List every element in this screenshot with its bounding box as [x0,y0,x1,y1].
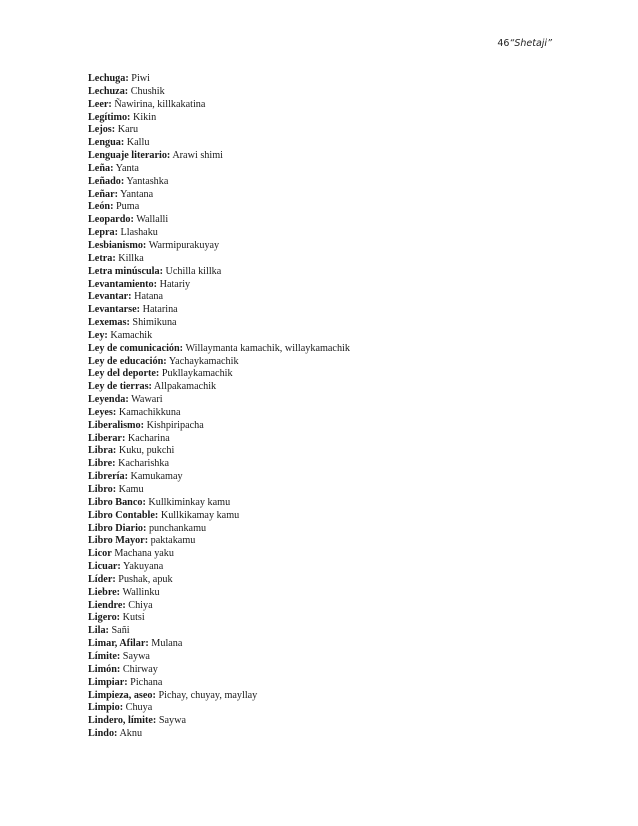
glossary-entry [88,150,558,163]
book-title: “Shetaji” [509,38,552,49]
entry-term: Libro: [88,484,117,495]
entry-translation: Llashaku [120,227,158,239]
entry-term: Lesbianismo: [88,239,147,251]
entry-translation: Yakuyana [123,561,164,573]
entry-translation: Wallalli [136,214,169,226]
glossary-entry [88,702,558,715]
entry-term: Lejos: [88,124,116,136]
entry-term: Legítimo: [88,111,131,123]
glossary-entry [88,330,558,343]
entry-translation: Hatariy [159,278,191,290]
entry-translation: Willaymanta kamachik, willaykamachik [185,342,350,354]
entry-term: Libro Mayor: [88,535,149,547]
glossary-entry [88,381,558,394]
glossary-entry [88,189,558,202]
entry-translation: Mulana [151,638,183,650]
entry-translation: Kishpiripacha [146,419,204,431]
glossary-entry [88,240,558,253]
glossary-entry [88,458,558,471]
glossary-entry [88,484,558,497]
glossary-entry [88,587,558,600]
glossary-entry [88,664,558,677]
entry-term: Limón: [88,663,121,675]
entry-translation: Aknu [119,728,143,740]
entry-term: Lechuga: [88,73,129,84]
glossary-entry [88,535,558,548]
entry-translation: Karu [117,124,139,136]
entry-translation: Machana yaku [114,548,174,560]
entry-term: Leña: [88,162,114,174]
glossary-entry [88,214,558,227]
entry-translation: Shimikuna [132,317,177,329]
glossary-entry [88,548,558,561]
entry-translation: Saywa [122,650,150,662]
entry-translation: Wawari [131,394,163,406]
entry-term: Liendre: [88,599,126,611]
entry-translation: Piwi [131,73,150,84]
entry-translation: Wallinku [122,586,160,598]
page-header [497,38,552,49]
entry-term: Levantarse: [88,304,141,316]
entry-term: Lechuza: [88,85,129,97]
glossary-entry [88,266,558,279]
glossary-entry [88,394,558,407]
entry-term: Liberalismo: [88,419,145,431]
entry-translation: Chirway [122,663,158,675]
entry-translation: Hatarina [142,304,178,316]
entry-translation: Ñawirina, killkakatina [114,98,206,110]
glossary-entry [88,420,558,433]
entry-term: Licor [88,548,112,560]
entry-translation: Kallu [126,137,150,149]
entry-translation: Puma [116,201,140,213]
entry-translation: Killka [118,252,144,264]
entry-term: Limpieza, aseo: [88,689,156,701]
glossary-entry [88,600,558,613]
glossary-entry [88,86,558,99]
entry-term: Levantar: [88,291,132,303]
glossary-entry [88,201,558,214]
entry-translation: Pukllaykamachik [161,368,233,380]
entry-term: Letra: [88,252,116,264]
entry-translation: Kamukamay [130,471,183,483]
entry-term: Limpiar: [88,676,128,688]
entry-term: Lenguaje literario: [88,150,171,162]
glossary-entry [88,471,558,484]
entry-term: León: [88,201,114,213]
entry-term: Lindo: [88,728,118,740]
entry-term: Ley del deporte: [88,368,160,380]
glossary-entry [88,163,558,176]
glossary-entry [88,407,558,420]
entry-term: Leñar: [88,188,118,200]
entry-translation: Pichay, chuyay, mayllay [158,689,258,701]
glossary-entry [88,445,558,458]
entry-translation: Kacharina [127,432,170,444]
glossary-entry [88,715,558,728]
entry-translation: Yachaykamachik [168,355,239,367]
glossary-entry [88,176,558,189]
entry-term: Liberar: [88,432,126,444]
entry-translation: Saywa [158,715,187,727]
entry-term: Ley de tierras: [88,381,152,393]
entry-translation: Chushik [130,85,165,97]
entry-term: Libra: [88,445,117,457]
entry-term: Líder: [88,573,116,585]
glossary-entry [88,677,558,690]
entry-term: Ligero: [88,612,121,624]
entry-term: Lila: [88,625,109,637]
glossary-entry [88,279,558,292]
entry-term: Leñado: [88,175,125,187]
entry-translation: Kikin [132,111,157,123]
entry-term: Leopardo: [88,214,134,226]
entry-translation: Yantana [120,188,154,200]
entry-translation: Kutsi [122,612,145,624]
entry-translation: Kuku, pukchi [118,445,175,457]
glossary-entry [88,561,558,574]
entry-translation: Arawi shimi [172,150,223,162]
entry-term: Lindero, límite: [88,715,157,727]
entry-translation: Kullkikamay kamu [160,509,240,521]
glossary-entry [88,253,558,266]
glossary-entry [88,433,558,446]
page-number: 46 [497,38,510,49]
entry-translation: Warmipurakuyay [148,239,220,251]
entry-term: Libro Banco: [88,496,146,508]
glossary-entry [88,343,558,356]
entry-translation: Kamu [118,484,144,495]
glossary-entry [88,612,558,625]
glossary-entry [88,227,558,240]
glossary-entry [88,73,558,86]
entry-term: Lengua: [88,137,125,149]
entry-translation: Chuya [125,702,153,714]
entry-term: Librería: [88,471,128,483]
entry-term: Ley de comunicación: [88,342,184,354]
entry-translation: Kullkiminkay kamu [148,496,231,508]
entry-term: Lepra: [88,227,118,239]
entry-term: Libre: [88,458,116,470]
entry-translation: Chiya [128,599,153,611]
glossary-entry [88,651,558,664]
glossary-entry [88,510,558,523]
entry-term: Licuar: [88,561,121,573]
entry-term: Libro Contable: [88,509,159,521]
glossary-entry [88,523,558,536]
glossary-entry [88,690,558,703]
entry-term: Lexemas: [88,317,130,329]
glossary-entry [88,124,558,137]
glossary-entry [88,574,558,587]
entry-translation: Kamachikkuna [118,406,181,418]
glossary-entry [88,638,558,651]
glossary-entry [88,137,558,150]
glossary-entry [88,304,558,317]
glossary-entry [88,368,558,381]
glossary-entry [88,291,558,304]
entry-translation: Allpakamachik [153,381,217,393]
entry-translation: Yantashka [126,175,169,187]
entry-translation: Kacharishka [118,458,170,470]
glossary-entry [88,99,558,112]
glossary-list [88,73,558,741]
entry-translation: Kamachik [110,329,153,341]
entry-term: Liebre: [88,586,121,598]
glossary-entry [88,625,558,638]
entry-term: Ley: [88,329,108,341]
entry-term: Letra minúscula: [88,265,163,277]
entry-translation: punchankamu [148,522,207,534]
glossary-entry [88,356,558,369]
entry-term: Limpio: [88,702,124,714]
entry-term: Ley de educación: [88,355,167,367]
entry-term: Limar, Afilar: [88,638,149,650]
entry-translation: Hatana [134,291,163,303]
glossary-entry [88,497,558,510]
glossary-entry [88,728,558,741]
entry-translation: Pichana [130,676,163,688]
entry-translation: Uchilla killka [165,265,222,277]
entry-term: Leer: [88,98,112,110]
entry-term: Libro Diario: [88,522,147,534]
entry-translation: Sañi [111,625,130,637]
entry-term: Leyes: [88,406,117,418]
entry-term: Límite: [88,650,121,662]
entry-term: Leyenda: [88,394,129,406]
glossary-entry [88,112,558,125]
glossary-entry [88,317,558,330]
entry-translation: Yanta [115,162,139,174]
entry-translation: Pushak, apuk [118,573,173,585]
entry-term: Levantamiento: [88,278,158,290]
entry-translation: paktakamu [150,535,196,547]
